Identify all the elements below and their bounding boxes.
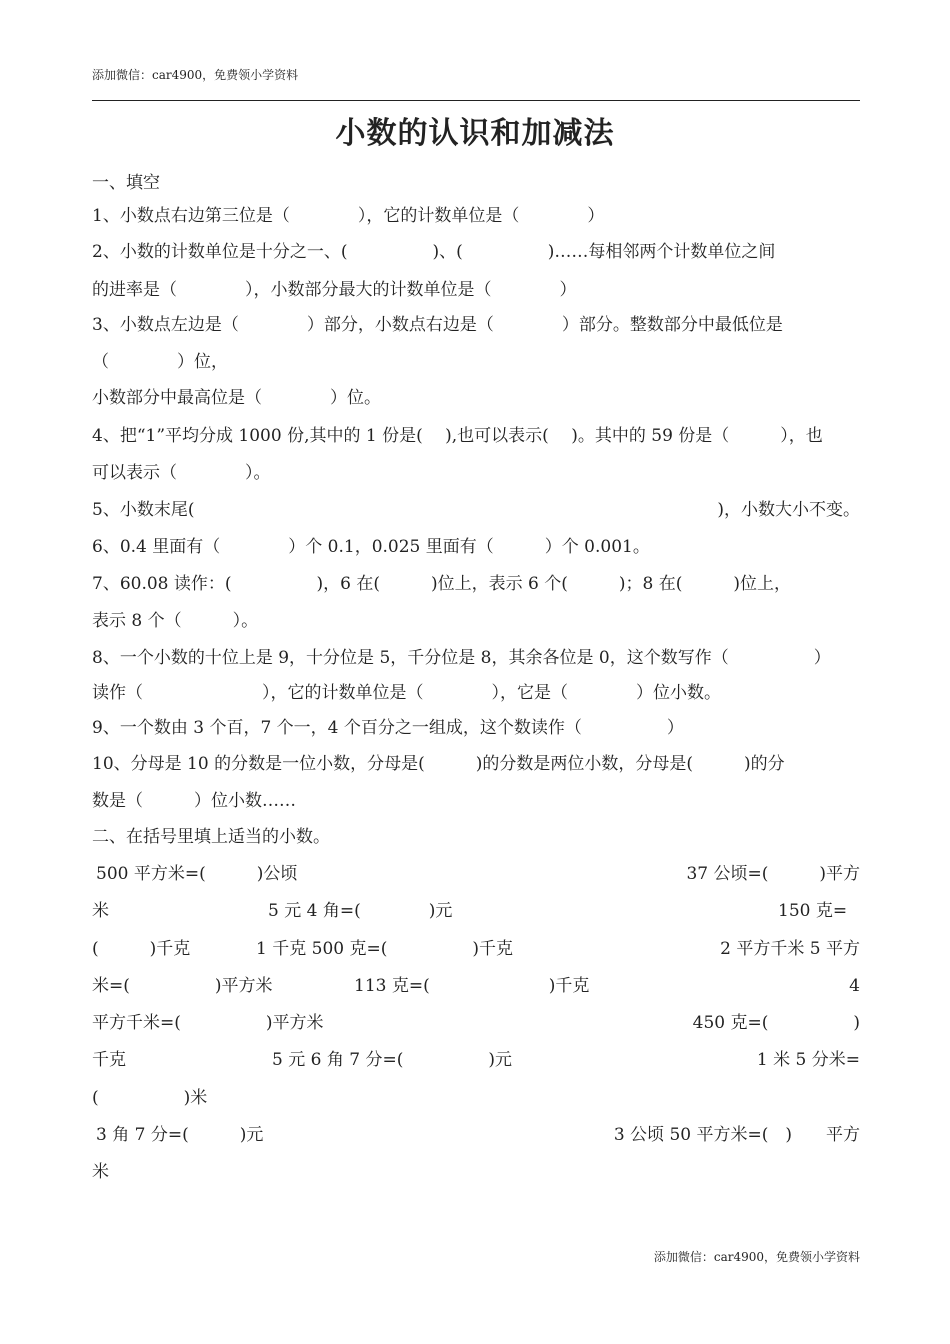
question-10-line-2: 数是（ ）位小数…… (92, 791, 296, 811)
question-2-line-1: 2、小数的计数单位是十分之一、( )、( )……每相邻两个计数单位之间 (92, 242, 776, 262)
conversion-line-9 (92, 1159, 860, 1185)
question-1: 1、小数点右边第三位是（ ），它的计数单位是（ ） (92, 206, 605, 226)
footer-note: 添加微信：car4900，免费领小学资料 (653, 1250, 860, 1264)
question-7-line-2: 表示 8 个（ ）。 (92, 611, 259, 631)
section-heading-2: 二、在括号里填上适当的小数。 (92, 827, 330, 847)
question-3-line-1: 3、小数点左边是（ ）部分，小数点右边是（ ）部分。整数部分中最低位是 (92, 315, 783, 335)
question-7-line-1: 7、60.08 读作：( )，6 在( )位上，表示 6 个( )；8 在( )位上， (92, 574, 792, 594)
conversion-item: 米 (92, 1162, 109, 1182)
conversion-line-1 (92, 861, 860, 887)
conversion-item: 500 平方米=( )公顷 (96, 864, 298, 884)
conversion-item: 150 克= (778, 901, 848, 921)
question-2-line-2: 的进率是（ ），小数部分最大的计数单位是（ ） (92, 280, 577, 300)
question-5-left: 5、小数末尾( (92, 500, 195, 520)
conversion-item: 450 克=( ) (692, 1013, 860, 1033)
conversion-item: 3 角 7 分=( )元 (96, 1125, 264, 1145)
conversion-item: 千克 (92, 1050, 126, 1070)
conversion-line-6 (92, 1047, 860, 1073)
conversion-item: 米=( )平方米 (92, 976, 273, 996)
conversion-item: 米 (92, 901, 109, 921)
question-10-line-1: 10、分母是 10 的分数是一位小数，分母是( )的分数是两位小数，分母是( )的分 (92, 754, 785, 774)
header-note: 添加微信：car4900，免费领小学资料 (92, 68, 299, 82)
question-4-line-2: 可以表示（ ）。 (92, 463, 271, 483)
conversion-line-3 (92, 936, 860, 962)
question-8-line-2: 读作（ ），它的计数单位是（ ），它是（ ）位小数。 (92, 683, 721, 703)
page-title: 小数的认识和加减法 (335, 116, 615, 151)
conversion-line-4 (92, 973, 860, 999)
question-5 (92, 497, 860, 523)
question-5-right: )，小数大小不变。 (717, 500, 860, 520)
conversion-item: 3 公顷 50 平方米=( ) 平方 (613, 1125, 860, 1145)
conversion-item: 4 (849, 976, 860, 996)
conversion-item: ( )千克 (92, 939, 191, 959)
conversion-item: 1 米 5 分米= (756, 1050, 860, 1070)
header-rule (92, 100, 860, 101)
conversion-line-7 (92, 1085, 860, 1111)
conversion-item: 1 千克 500 克=( )千克 (256, 939, 513, 959)
conversion-item: 5 元 6 角 7 分=( )元 (272, 1050, 512, 1070)
conversion-item: 113 克=( )千克 (354, 976, 590, 996)
conversion-item: 平方千米=( )平方米 (92, 1013, 324, 1033)
question-3-line-2: （ ）位， (92, 352, 228, 372)
question-6: 6、0.4 里面有（ ）个 0.1，0.025 里面有（ ）个 0.001。 (92, 537, 650, 557)
conversion-line-8 (92, 1122, 860, 1148)
question-9: 9、一个数由 3 个百，7 个一，4 个百分之一组成，这个数读作（ ） (92, 718, 684, 738)
question-8-line-1: 8、一个小数的十位上是 9，十分位是 5，千分位是 8，其余各位是 0，这个数写作（ ） (92, 648, 831, 668)
conversion-item: 5 元 4 角=( )元 (268, 901, 453, 921)
conversion-item: ( )米 (92, 1088, 208, 1108)
conversion-item: 2 平方千米 5 平方 (720, 939, 860, 959)
conversion-line-2 (92, 898, 860, 924)
conversion-line-5 (92, 1010, 860, 1036)
question-3-line-3: 小数部分中最高位是（ ）位。 (92, 388, 381, 408)
conversion-item: 37 公顷=( )平方 (686, 864, 860, 884)
section-heading-1: 一、填空 (92, 173, 160, 193)
question-4-line-1: 4、把“1”平均分成 1000 份,其中的 1 份是( ),也可以表示( )。其中的 59 份是（ ），也 (92, 426, 823, 446)
